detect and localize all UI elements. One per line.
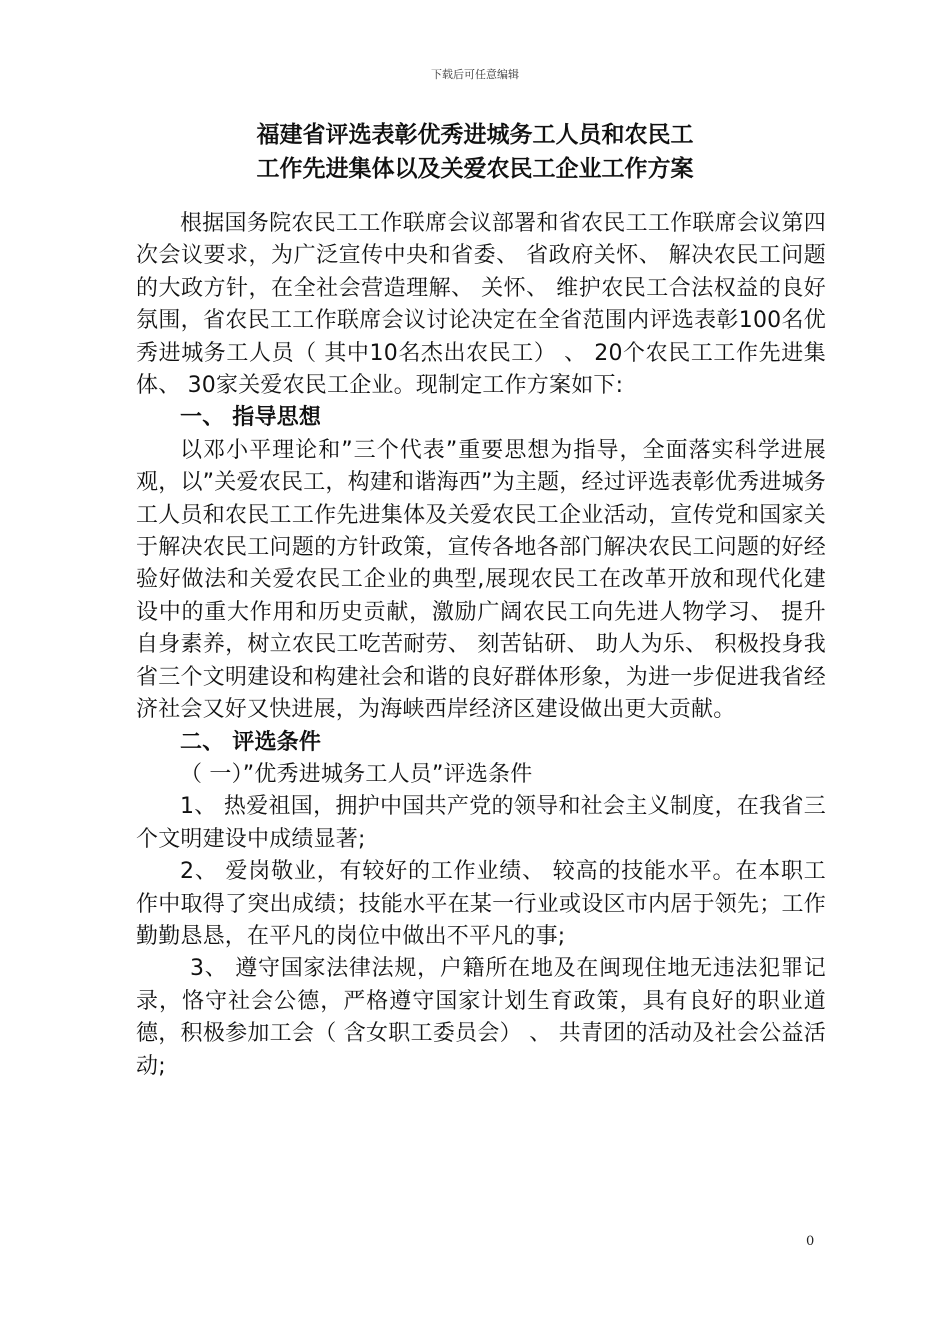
subsection-heading-outstanding-workers: （ 一）”优秀进城务工人员”评选条件 <box>180 761 533 787</box>
criteria-item-3: 3、 遵守国家法律法规，户籍所在地及在闽现住地无违法犯罪记录，恪守社会公德，严格遵守国家计划生育政策，具有良好的职业道德，积极参加工会（ 含女职工委员会） 、 共青团的活动及社会公益活动; <box>136 956 826 1079</box>
page-number: 0 <box>806 1234 815 1249</box>
document-title <box>0 118 950 186</box>
section-heading-selection-criteria: 二、 评选条件 <box>180 729 322 755</box>
title-line-1: 福建省评选表彰优秀进城务工人员和农民工 <box>256 122 694 148</box>
criteria-item-2: 2、 爱岗敬业，有较好的工作业绩、 较高的技能水平。在本职工作中取得了突出成绩；技能水平在某一行业或设区市内居于领先；工作勤勤恳恳，在平凡的岗位中做出不平凡的事; <box>136 859 826 949</box>
guiding-thought-paragraph: 以邓小平理论和”三个代表”重要思想为指导，全面落实科学进展观，以”关爱农民工，构建和谐海西”为主题，经过评选表彰优秀进城务工人员和农民工工作先进集体及关爱农民工企业活动，宣传党和国家关于解决农民工问题的方针政策，宣传各地各部门解决农民工问题的好经验好做法和关爱农民工企业的典型,展现农民工在改革开放和现代化建设中的重大作用和历史贡献，激励广阔农民工向先进人物学习、 提升自身素养，树立农民工吃苦耐劳、 刻苦钻研、 助人为乐、 积极投身我省三个文明建设和构建社会和谐的良好群体形象，为进一步促进我省经济社会又好又快进展，为海峡西岸经济区建设做出更大贡献。 <box>136 437 826 723</box>
intro-paragraph: 根据国务院农民工工作联席会议部署和省农民工工作联席会议第四次会议要求，为广泛宣传中央和省委、 省政府关怀、 解决农民工问题的大政方针，在全社会营造理解、 关怀、 维护农民工合法权益的良好氛围，省农民工工作联席会议讨论决定在全省范围内评选表彰100名优秀进城务工人员（ 其中10名杰出农民工） 、 20个农民工工作先进集体、 30家关爱农民工企业。现制定工作方案如下: <box>136 211 826 399</box>
document-body <box>136 208 826 1083</box>
page-header-note: 下载后可任意编辑 <box>431 68 519 81</box>
criteria-item-1: 1、 热爱祖国，拥护中国共产党的领导和社会主义制度，在我省三个文明建设中成绩显著; <box>136 794 826 852</box>
section-heading-guiding-thought: 一、 指导思想 <box>180 405 322 431</box>
title-line-2: 工作先进集体以及关爱农民工企业工作方案 <box>256 156 694 182</box>
